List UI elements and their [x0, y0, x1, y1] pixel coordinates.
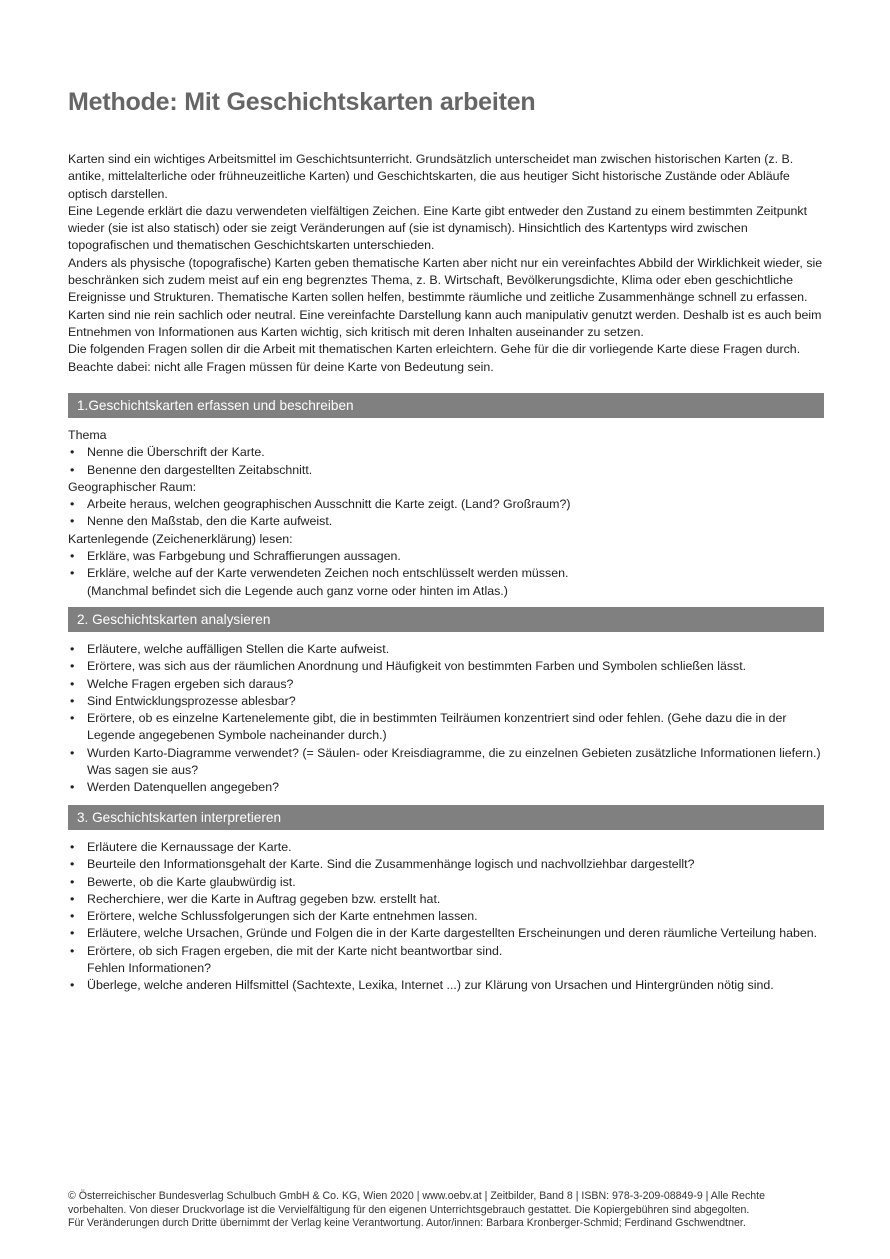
group-label-legende: Kartenlegende (Zeichenerklärung) lesen: [68, 531, 293, 546]
page-title: Methode: Mit Geschichtskarten arbeiten [68, 88, 536, 116]
bullet-list [68, 839, 824, 995]
intro-paragraph: Anders als physische (topografische) Karten geben thematische Karten aber nicht nur ein vereinfachtes Abbild der Wirklichkeit wieder, sie beschränken sich zudem meist auf ein eng begrenztes Thema, z. B. Wirtschaft, Bevölkerungsdichte, Klima oder eben geschichtliche Ereignisse und Strukturen. Thematische Karten sollen helfen, bestimmte räumliche und zeitliche Zusammenhänge schnell zu erfassen. Karten sind nie rein sachlich oder neutral. Eine vereinfachte Darstellung kann auch manipulativ genutzt werden. Deshalb ist es auch beim Entnehmen von Informationen aus Karten wichtig, sich kritisch mit deren Inhalten auseinander zu setzen. [68, 255, 823, 339]
list-item: • Nenne den Maßstab, den die Karte aufweist. [68, 513, 824, 530]
list-item: • Benenne den dargestellten Zeitabschnitt. [68, 462, 824, 479]
intro-paragraph: Karten sind ein wichtiges Arbeitsmittel im Geschichtsunterricht. Grundsätzlich unterscheidet man zwischen historischen Karten (z. B. antike, mittelalterliche oder frühneuzeitliche Karten) und Geschichtskarten, die aus heutiger Sicht historische Zustände oder Abläufe optisch darstellen. [68, 152, 794, 201]
copyright-footer [68, 1190, 828, 1231]
list-item: • Erläutere die Kernaussage der Karte. [68, 839, 824, 856]
list-item: • Erörtere, was sich aus der räumlichen Anordnung und Häufigkeit von bestimmten Farben und Symbolen schließen lässt. [68, 658, 824, 675]
section-heading-erfassen: 1.Geschichtskarten erfassen und beschreiben [68, 393, 824, 418]
list-item: • Erörtere, ob es einzelne Kartenelemente gibt, die in bestimmten Teilräumen konzentriert sind oder fehlen. (Gehe dazu die in der Legende angegebenen Symbole nacheinander durch.) [68, 710, 824, 745]
bullet-list [68, 444, 824, 479]
list-item: • Erläutere, welche Ursachen, Gründe und Folgen die in der Karte dargestellten Erscheinungen und deren räumliche Verteilung haben. [68, 925, 824, 942]
list-item: • Beurteile den Informationsgehalt der Karte. Sind die Zusammenhänge logisch und nachvollziehbar dargestellt? [68, 856, 824, 873]
list-item: • Erkläre, was Farbgebung und Schraffierungen aussagen. [68, 548, 824, 565]
list-item: • Nenne die Überschrift der Karte. [68, 444, 824, 461]
list-item: • Bewerte, ob die Karte glaubwürdig ist. [68, 874, 824, 891]
footer-line: © Österreichischer Bundesverlag Schulbuch GmbH & Co. KG, Wien 2020 | www.oebv.at | Zeitbilder, Band 8 | ISBN: 978-3-209-08849-9 | Alle Rechte [68, 1190, 765, 1202]
list-item: • Wurden Karto-Diagramme verwendet? (= Säulen- oder Kreisdiagramme, die zu einzelnen Gebieten zusätzliche Informationen liefern.) Was sagen sie aus? [68, 745, 824, 780]
list-item: • Werden Datenquellen angegeben? [68, 779, 824, 796]
group-label-thema: Thema [68, 428, 107, 442]
list-item: • Überlege, welche anderen Hilfsmittel (Sachtexte, Lexika, Internet ...) zur Klärung von Ursachen und Hintergründen nötig sind. [68, 977, 824, 994]
list-item: • Arbeite heraus, welchen geographischen Ausschnitt die Karte zeigt. (Land? Großraum?) [68, 496, 824, 513]
list-item-continued [68, 960, 824, 977]
intro-paragraph: Die folgenden Fragen sollen dir die Arbeit mit thematischen Karten erleichtern. Gehe für die dir vorliegende Karte diese Fragen durch. Beachte dabei: nicht alle Fragen müssen für deine Karte von Bedeutung sein. [68, 342, 801, 374]
intro-paragraph: Eine Legende erklärt die dazu verwendeten vielfältigen Zeichen. Eine Karte gibt entweder den Zustand zu einem bestimmten Zeitpunkt wieder (sie ist also statisch) oder sie zeigt Veränderungen auf (sie ist dynamisch). Hinsichtlich des Kartentyps wird zwischen topografischen und thematischen Geschichtskarten unterschieden. [68, 203, 808, 253]
intro-text [68, 151, 824, 376]
list-item-text: Fehlen Informationen? [87, 961, 211, 976]
list-item: • Sind Entwicklungsprozesse ablesbar? [68, 693, 824, 710]
group-label-raum: Geographischer Raum: [68, 479, 197, 494]
section-heading-analysieren: 2. Geschichtskarten analysieren [68, 607, 824, 632]
list-item: • Recherchiere, wer die Karte in Auftrag gegeben bzw. erstellt hat. [68, 891, 824, 908]
section-body-analysieren [68, 641, 824, 797]
list-item: • Erörtere, welche Schlussfolgerungen sich der Karte entnehmen lassen. [68, 908, 824, 925]
section-body-erfassen [68, 427, 824, 600]
section-heading-interpretieren: 3. Geschichtskarten interpretieren [68, 805, 824, 830]
list-item: • Welche Fragen ergeben sich daraus? [68, 676, 824, 693]
section-body-interpretieren [68, 839, 824, 995]
bullet-list [68, 496, 824, 531]
list-item: • Erkläre, welche auf der Karte verwendeten Zeichen noch entschlüsselt werden müssen. (Manchmal befindet sich die Legende auch ganz vorne oder hinten im Atlas.) [68, 565, 824, 600]
bullet-list [68, 641, 824, 797]
bullet-list [68, 548, 824, 600]
footer-line: Für Veränderungen durch Dritte übernimmt der Verlag keine Verantwortung. Autor/innen: Barbara Kronberger-Schmid; Ferdinand Gschwendtner. [68, 1217, 746, 1230]
list-item: • Erörtere, ob sich Fragen ergeben, die mit der Karte nicht beantwortbar sind. [68, 943, 824, 960]
list-item: • Erläutere, welche auffälligen Stellen die Karte aufweist. [68, 641, 824, 658]
footer-line: vorbehalten. Von dieser Druckvorlage ist die Vervielfältigung für den eigenen Unterrichtsgebrauch gestattet. Die Kopiergebühren sind abgegolten. [68, 1203, 750, 1216]
